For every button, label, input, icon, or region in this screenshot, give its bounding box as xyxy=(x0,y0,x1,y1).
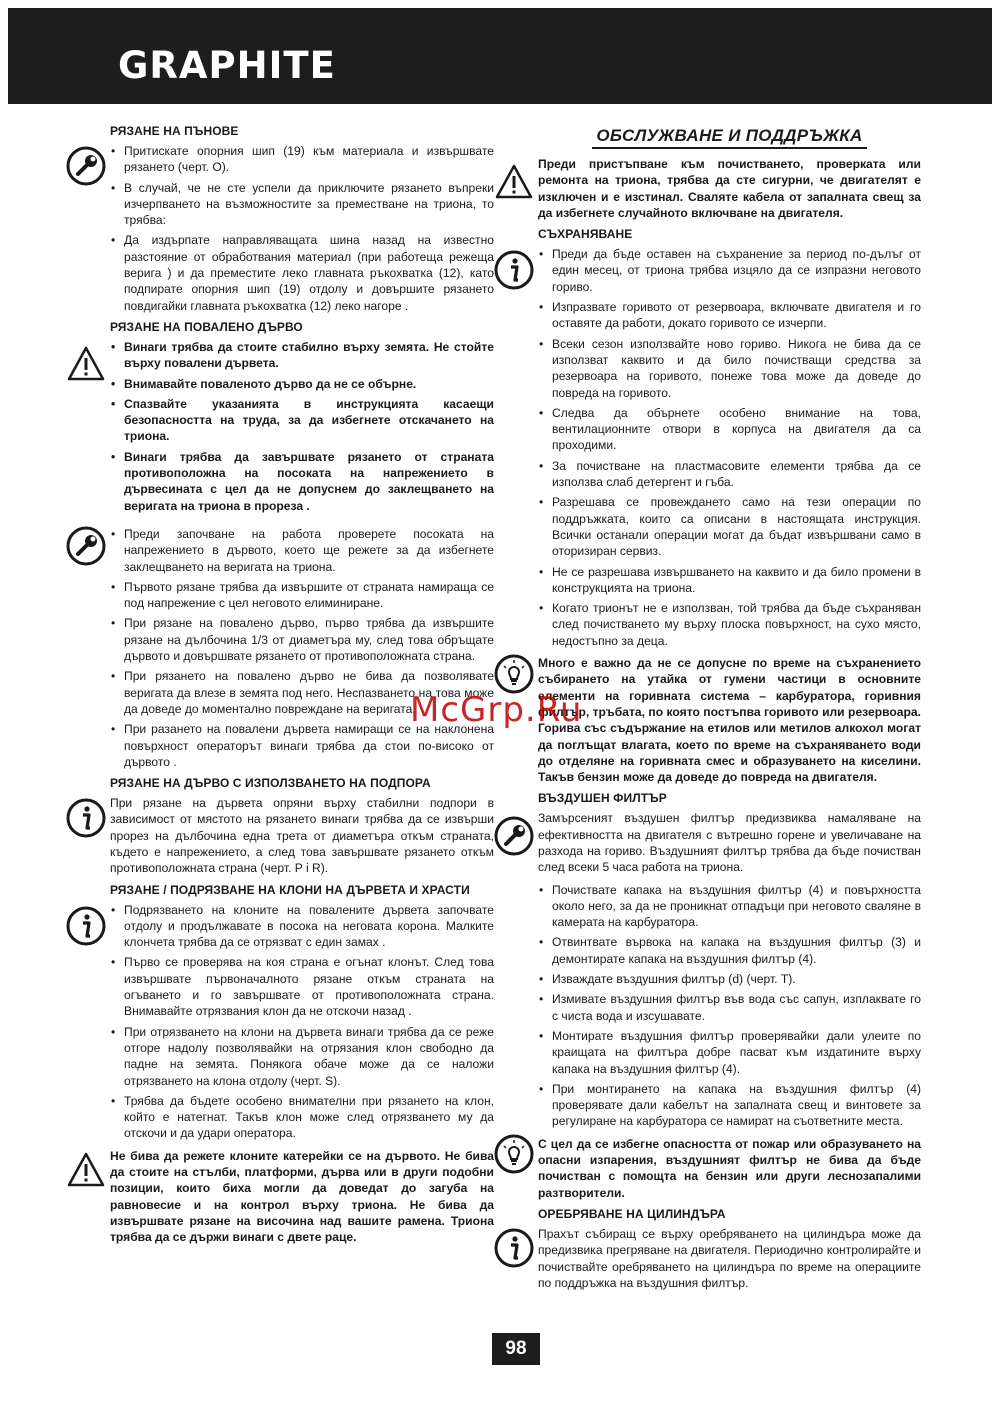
warning-icon xyxy=(494,162,534,202)
list-item: • При рязане на повалено дърво, първо трябва да извършите рязане на дълбочина 1/3 от диаметъра му, след това обръщате дървото и довършвате рязането от противоположната страна. xyxy=(110,615,494,664)
bullet-list xyxy=(538,246,921,649)
paragraph: Прахът събиращ се върху оребряването на цилиндъра може да предизвика прегряване на двигателя. Периодично контролирайте и почиствайте оребряването на цилиндъра по време на операциите по поддръжка на въздушния филтър. xyxy=(538,1226,921,1290)
list-item: • При рязането на повалено дърво не бива да позволявате веригата да влезе в земята под него. Неспазването на това може да доведе до моментално повреждане на веригата. xyxy=(110,668,494,717)
list-item: • Почиствате капака на въздушния филтър (4) и повърхността около него, за да не проникнат отпадъци при неговото сваляне в камерата на карбуратора. xyxy=(538,882,921,931)
warning-icon xyxy=(66,1150,106,1190)
info-icon xyxy=(66,798,106,838)
list-item: • Винаги трябва да завършвате рязането от страната противоположна на посоката на напрежението в дървесината с цел да не допуснем до заклещването на веригата на триона в прореза . xyxy=(110,449,494,514)
list-item: • Трябва да бъдете особено внимателни при рязането на клон, който е натегнат. Такъв клон може след отрязването му да отскочи и да удари оператора. xyxy=(110,1093,494,1142)
list-item: • Следва да обърнете особено внимание на това, вентилационните отвори в корпуса на двигателя да са проходими. xyxy=(538,405,921,454)
list-item: • Преди да бъде оставен на съхранение за период по-дълъг от един месец, от триона трябва изцяло да се изпразни неговото гориво. xyxy=(538,246,921,295)
warning-icon xyxy=(66,344,106,384)
list-item: • Винаги трябва да стоите стабилно върху земята. Не стойте върху повалени дървета. xyxy=(110,339,494,372)
note-paragraph: Много е важно да не се допусне по време на съхранението събирането на утайка от гумени частици в основните елементи на горивната система – карбуратора, горивния филтър, тръбата, по която постъпва горивото или резервоара. Горива със съдържание на етилов или метилов алкохол могат да поглъщат влагата, което по време на съхраняването води до отделяне на горивната смес и образуването на киселини. Такъв бензин може да доведе до повреда на двигателя. xyxy=(538,656,921,785)
page-number: 98 xyxy=(492,1333,540,1365)
section-title: ВЪЗДУШЕН ФИЛТЪР xyxy=(538,791,667,806)
watermark: McGrp.Ru xyxy=(410,690,583,730)
list-item: • При отрязването на клони на дървета винаги трябва да се реже отгоре надолу позволявайки на отрязания клон свободно да падне на земята. Понякога обаче може да се наложи отрязването на клона отдолу (черт. S). xyxy=(110,1024,494,1089)
bullet-list xyxy=(538,882,921,1130)
list-item: • За почистване на пластмасовите елементи трябва да се използва слаб детергент и гъба. xyxy=(538,458,921,491)
list-item: • Внимавайте поваленото дърво да не се обърне. xyxy=(110,376,494,392)
list-item: • Когато трионът не е използван, той трябва да бъде съхраняван след почистването му върху плоска повърхност, на сухо място, недостъпно за деца. xyxy=(538,600,921,649)
warning-paragraph: Преди пристъпване към почистването, проверката или ремонта на триона, трябва да сте сигурни, че двигателят е изключен и е изстинал. Сваляте кабела от запалната свещ за да избегнете случайното включване на двигателя. xyxy=(538,157,921,220)
section-title: РЯЗАНЕ НА ДЪРВО С ИЗПОЛЗВАНЕТО НА ПОДПОРА xyxy=(110,776,431,791)
wrench-icon xyxy=(66,526,106,566)
list-item: • Всеки сезон използвайте ново гориво. Никога не бива да се използват каквито и да било почистващи средства за резервоара на горивото, понеже това може да доведе до повреда на горивото. xyxy=(538,336,921,401)
list-item: • Монтирате въздушния филтър проверявайки дали улеите по краищата на филтъра добре пасват към издатините върху капака на въздушния филтър (4). xyxy=(538,1028,921,1077)
list-item: • Отвинтвате вървока на капака на въздушния филтър (3) и демонтирате капака на въздушния филтър (4). xyxy=(538,934,921,967)
info-icon xyxy=(494,250,534,290)
section-title: СЪХРАНЯВАНЕ xyxy=(538,227,633,242)
list-item: • Първото рязане трябва да извършите от страната намираща се под напрежение с цел неговото елиминиране. xyxy=(110,579,494,612)
warning-list xyxy=(110,339,494,514)
bullet-list xyxy=(110,143,494,314)
list-item: • При разането на повалени дървета намиращи се на наклонена повърхност операторът винаги трябва да стои по-високо от дървото . xyxy=(110,721,494,770)
section-title: ОРЕБРЯВАНЕ НА ЦИЛИНДЪРА xyxy=(538,1206,726,1221)
paragraph: При рязане на дървета опряни върху стабилни подпори в зависимост от мястото на рязането винаги трябва да се извърши прорез на дълбочина една трета от диаметъра откъм страната, където е напрежението, а след това завършвате рязането откъм противоположната страна (черт. P i R). xyxy=(110,796,494,876)
right-column xyxy=(538,124,921,1297)
bullet-list xyxy=(110,902,494,1142)
info-icon xyxy=(494,1228,534,1268)
section-title: РЯЗАНЕ / ПОДРЯЗВАНЕ НА КЛОНИ НА ДЪРВЕТА И ХРАСТИ xyxy=(110,882,470,897)
list-item: • Изпразвате горивото от резервоара, включвате двигателя и го оставяте да работи, докато горивото се изчерпи. xyxy=(538,299,921,332)
list-item: • В случай, че не сте успели да приключите рязането въпреки изчерпването на възможностите за преместване на триона, то трябва: xyxy=(110,180,494,229)
section-title: РЯЗАНЕ НА ПОВАЛЕНО ДЪРВО xyxy=(110,319,303,334)
list-item: • Изваждате въздушния филтър (d) (черт. T). xyxy=(538,971,921,987)
warning-paragraph: Не бива да режете клоните катерейки се на дървото. Не бива да стоите на стълби, платформи, дърва или в други подобни позиции, които биха могли да доведат до загуба на равновесие и на контрол върху триона. Не бива да извършвате рязане на височина над вашите рамена. Триона трябва да се държи винаги с двете раце. xyxy=(110,1148,494,1245)
brand-logo: GRAPHITE xyxy=(118,44,336,87)
lightbulb-icon xyxy=(494,654,534,694)
wrench-icon xyxy=(494,816,534,856)
bullet-list xyxy=(110,526,494,770)
left-column xyxy=(110,124,494,1252)
info-icon xyxy=(66,906,106,946)
wrench-icon xyxy=(66,146,106,186)
list-item: • Преди започване на работа проверете посоката на напрежението в дървото, което ще режете за да избегнете заклещването на веригата на триона. xyxy=(110,526,494,575)
list-item: • Подрязването на клоните на повалените дървета започвате отдолу и продължавате в посока на неговата корона. Малките клончета трябва да се отрязват с един замах . xyxy=(110,902,494,951)
list-item: • При монтирането на капака на въздушния филтър (4) проверявате дали кабелът на запалната свещ и винтовете за регулиране на карбуратора се намират на съответните места. xyxy=(538,1081,921,1130)
chapter-title: ОБСЛУЖВАНЕ И ПОДДРЪЖКА xyxy=(538,126,921,146)
section-title: РЯЗАНЕ НА ПЪНОВЕ xyxy=(110,124,239,138)
list-item: • Притискате опорния шип (19) към материала и извършвате рязането (черт. O). xyxy=(110,143,494,176)
list-item: • Спазвайте указанията в инструкцията касаещи безопасността на труда, за да избегнете отскачането на триона. xyxy=(110,396,494,445)
paragraph: Замърсеният въздушен филтър предизвиква намаляване на ефективността на двигателя с вътрешно горене и увеличаване на разхода на гориво. Въздушният филтър трябва да бъде почистван след всеки 5 часа работа на триона. xyxy=(538,811,921,875)
list-item: • Разрешава се провеждането само на тези операции по поддръжката, които са описани в настоящата инструкция. Всички останали операции могат да бъдат извършвани само в оторизиран сервиз. xyxy=(538,494,921,559)
list-item: • Първо се проверява на коя страна е огънат клонът. След това извършвате първоначалното рязане откъм страната на огъването и го завършвате от противоположната страна. Внимавайте отрязвания клон да не отскочи назад . xyxy=(110,954,494,1019)
list-item: • Не се разрешава извършването на каквито и да било промени в конструкцията на триона. xyxy=(538,564,921,597)
note-paragraph: С цел да се избегне опасността от пожар или образуването на опасни изпарения, въздушният филтър не бива да бъде почистван с помощта на бензин или други леснозапалими разтворители. xyxy=(538,1136,921,1200)
lightbulb-icon xyxy=(494,1134,534,1174)
list-item: • Измивате въздушния филтър във вода със сапун, изплаквате го с чиста вода и изсушавате. xyxy=(538,991,921,1024)
list-item: • Да издърпате направляващата шина назад на известно разстояние от обработвания материал (при работеща режеща верига ) и да преместите леко главната ръкохватка (12), като подпирате опорния шип (19) отдолу и довършите рязането повдигайки главната ръкохватка (12) леко нагоре . xyxy=(110,232,494,313)
